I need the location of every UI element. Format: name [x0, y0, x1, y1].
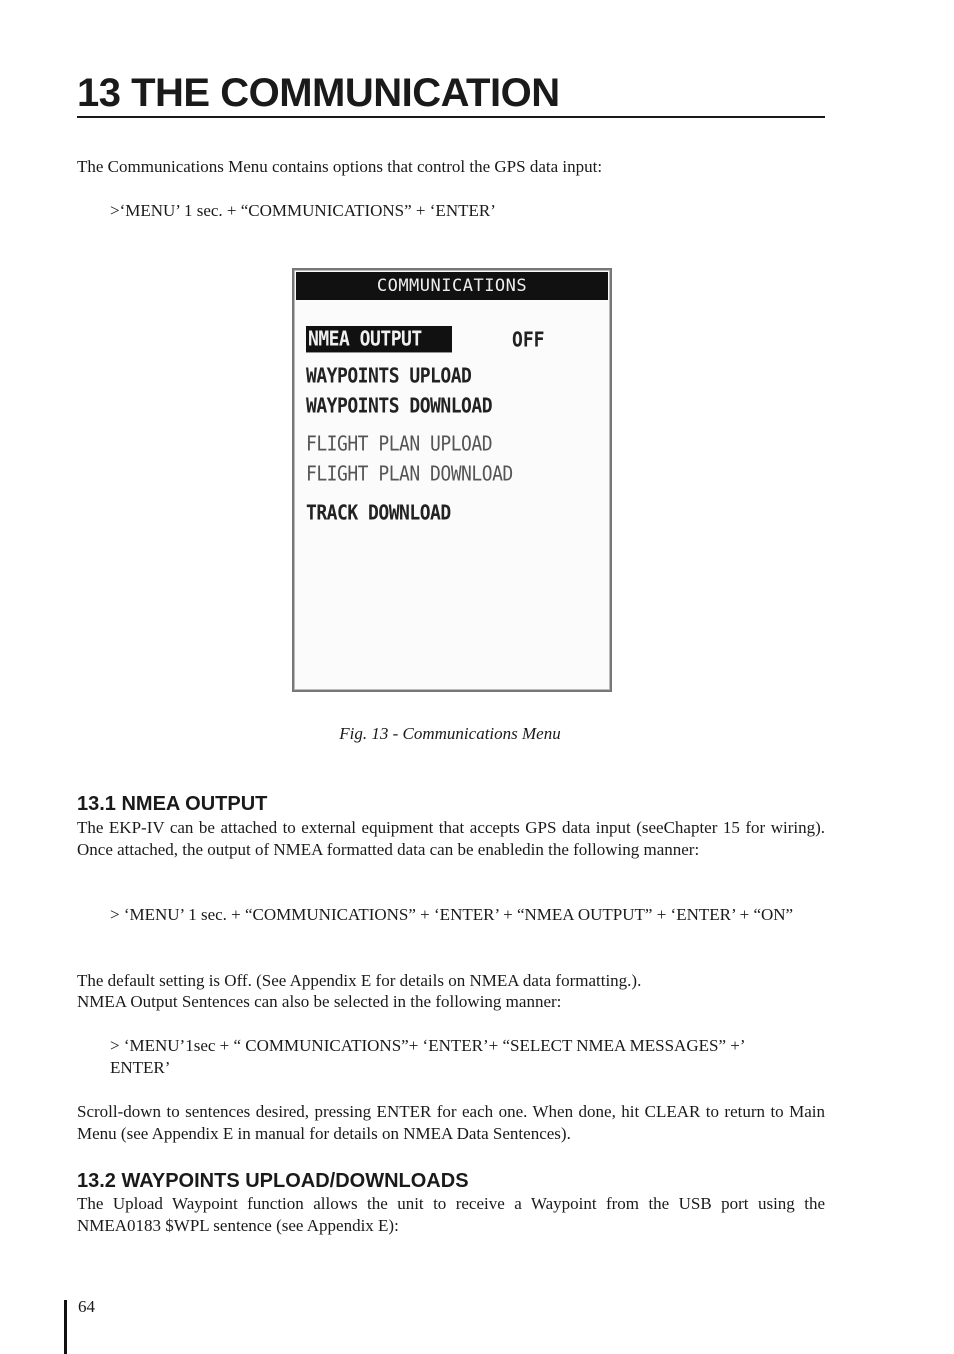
page-margin-bar — [64, 1300, 67, 1354]
chapter-title: 13 THE COMMUNICATION — [77, 70, 825, 118]
section1-command1: > ‘MENU’ 1 sec. + “COMMUNICATIONS” + ‘ENTER’ + “NMEA OUTPUT” + ‘ENTER’ + “ON” — [110, 905, 794, 924]
section1-para3: Scroll-down to sentences desired, pressing ENTER for each one. When done, hit CLEAR to return to Main Menu (see Appendix E in manual for details on NMEA Data Sentences). — [77, 1102, 825, 1143]
page-number: 64 — [78, 1297, 95, 1316]
section1-command2: > ‘MENU’1sec + “ COMMUNICATIONS”+ ‘ENTER’+ “SELECT NMEA MESSAGES” +’ ENTER’ — [110, 1036, 745, 1077]
intro-text: The Communications Menu contains options that control the GPS data input: — [77, 157, 603, 176]
section2-para1: The Upload Waypoint function allows the unit to receive a Waypoint from the USB port using the NMEA0183 $WPL sentence (see Appendix E): — [77, 1194, 825, 1235]
section-heading-nmea-output: 13.1 NMEA OUTPUT — [77, 793, 268, 815]
communications-menu-screenshot — [292, 268, 612, 692]
section1-para1: The EKP-IV can be attached to external equipment that accepts GPS data input (seeChapter 15 for wiring). Once attached, the output of NMEA formatted data can be enabledin the following manner: — [77, 818, 825, 859]
intro-command: >‘MENU’ 1 sec. + “COMMUNICATIONS” + ‘ENTER’ — [110, 201, 496, 220]
screen-title: COMMUNICATIONS — [296, 272, 608, 300]
menu-item-nmea-output: NMEA OUTPUT — [306, 326, 452, 352]
section-heading-waypoints: 13.2 WAYPOINTS UPLOAD/DOWNLOADS — [77, 1170, 469, 1192]
menu-item-flight-plan-download: FLIGHT PLAN DOWNLOAD — [306, 462, 513, 487]
menu-item-waypoints-upload: WAYPOINTS UPLOAD — [306, 364, 472, 389]
figure-caption: Fig. 13 - Communications Menu — [339, 724, 561, 743]
section1-para2a: The default setting is Off. (See Appendix E for details on NMEA data formatting.). — [77, 971, 642, 990]
section1-para2b: NMEA Output Sentences can also be selected in the following manner: — [77, 992, 562, 1011]
menu-item-track-download: TRACK DOWNLOAD — [306, 501, 451, 526]
menu-item-waypoints-download: WAYPOINTS DOWNLOAD — [306, 394, 493, 419]
menu-item-flight-plan-upload: FLIGHT PLAN UPLOAD — [306, 432, 493, 457]
menu-value-nmea-output: OFF — [512, 328, 545, 353]
